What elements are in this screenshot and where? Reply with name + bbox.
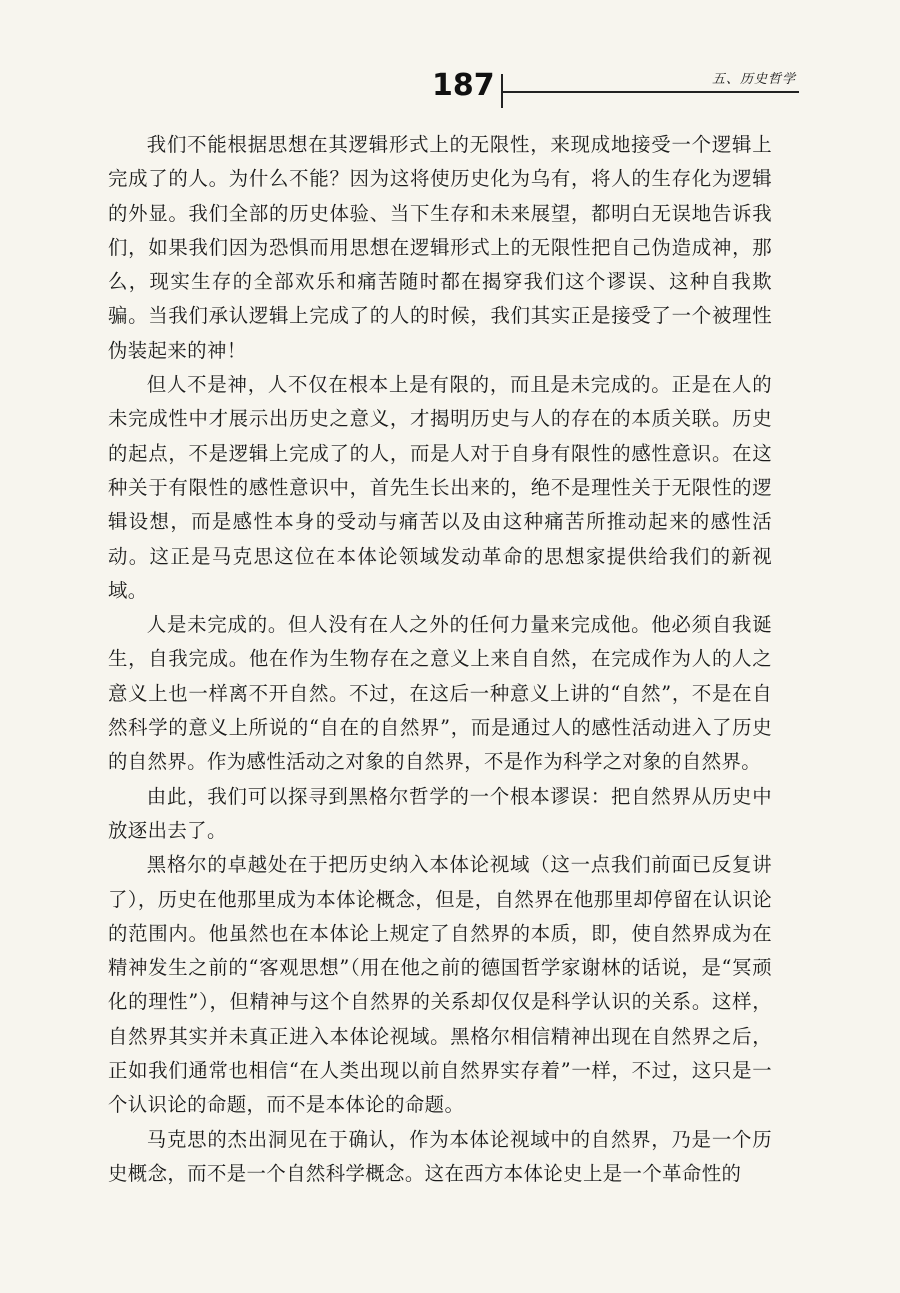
page-number: 187 — [432, 68, 495, 103]
paragraph: 但人不是神，人不仅在根本上是有限的，而且是未完成的。正是在人的未完成性中才展示出历史之意义，才揭明历史与人的存在的本质关联。历史的起点，不是逻辑上完成了的人，而是人对于自身有限性的感性意识。在这种关于有限性的感性意识中，首先生长出来的，绝不是理性关于无限性的逻辑设想，而是感性本身的受动与痛苦以及由这种痛苦所推动起来的感性活动。这正是马克思这位在本体论领域发动革命的思想家提供给我们的新视域。 — [108, 373, 772, 602]
paragraph: 马克思的杰出洞见在于确认，作为本体论视域中的自然界，乃是一个历史概念，而不是一个自然科学概念。这在西方本体论史上是一个革命性的 — [108, 1127, 772, 1185]
paragraph: 由此，我们可以探寻到黑格尔哲学的一个根本谬误：把自然界从历史中放逐出去了。 — [108, 784, 772, 842]
section-title: 五、历史哲学 — [711, 72, 796, 87]
paragraph: 我们不能根据思想在其逻辑形式上的无限性，来现成地接受一个逻辑上完成了的人。为什么不能？因为这将使历史化为乌有，将人的生存化为逻辑的外显。我们全部的历史体验、当下生存和未来展望，都明白无误地告诉我们，如果我们因为恐惧而用思想在逻辑形式上的无限性把自己伪造成神，那么，现实生存的全部欢乐和痛苦随时都在揭穿我们这个谬误、这种自我欺骗。当我们承认逻辑上完成了的人的时候，我们其实正是接受了一个被理性伪装起来的神！ — [108, 133, 772, 362]
header-rule — [502, 91, 799, 93]
paragraph: 黑格尔的卓越处在于把历史纳入本体论视域（这一点我们前面已反复讲了），历史在他那里成为本体论概念，但是，自然界在他那里却停留在认识论的范围内。他虽然也在本体论上规定了自然界的本质，即，使自然界成为在精神发生之前的“客观思想”（用在他之前的德国哲学家谢林的话说，是“冥顽化的理性”），但精神与这个自然界的关系却仅仅是科学认识的关系。这样，自然界其实并未真正进入本体论视域。黑格尔相信精神出现在自然界之后，正如我们通常也相信“在人类出现以前自然界实存着”一样，不过，这只是一个认识论的命题，而不是本体论的命题。 — [108, 853, 772, 1117]
paragraph: 人是未完成的。但人没有在人之外的任何力量来完成他。他必须自我诞生，自我完成。他在作为生物存在之意义上来自自然，在完成作为人的人之意义上也一样离不开自然。不过，在这后一种意义上讲的“自然”，不是在自然科学的意义上所说的“自在的自然界”，而是通过人的感性活动进入了历史的自然界。作为感性活动之对象的自然界，不是作为科学之对象的自然界。 — [108, 613, 772, 774]
page-header — [432, 66, 800, 110]
body-text — [108, 128, 772, 1191]
